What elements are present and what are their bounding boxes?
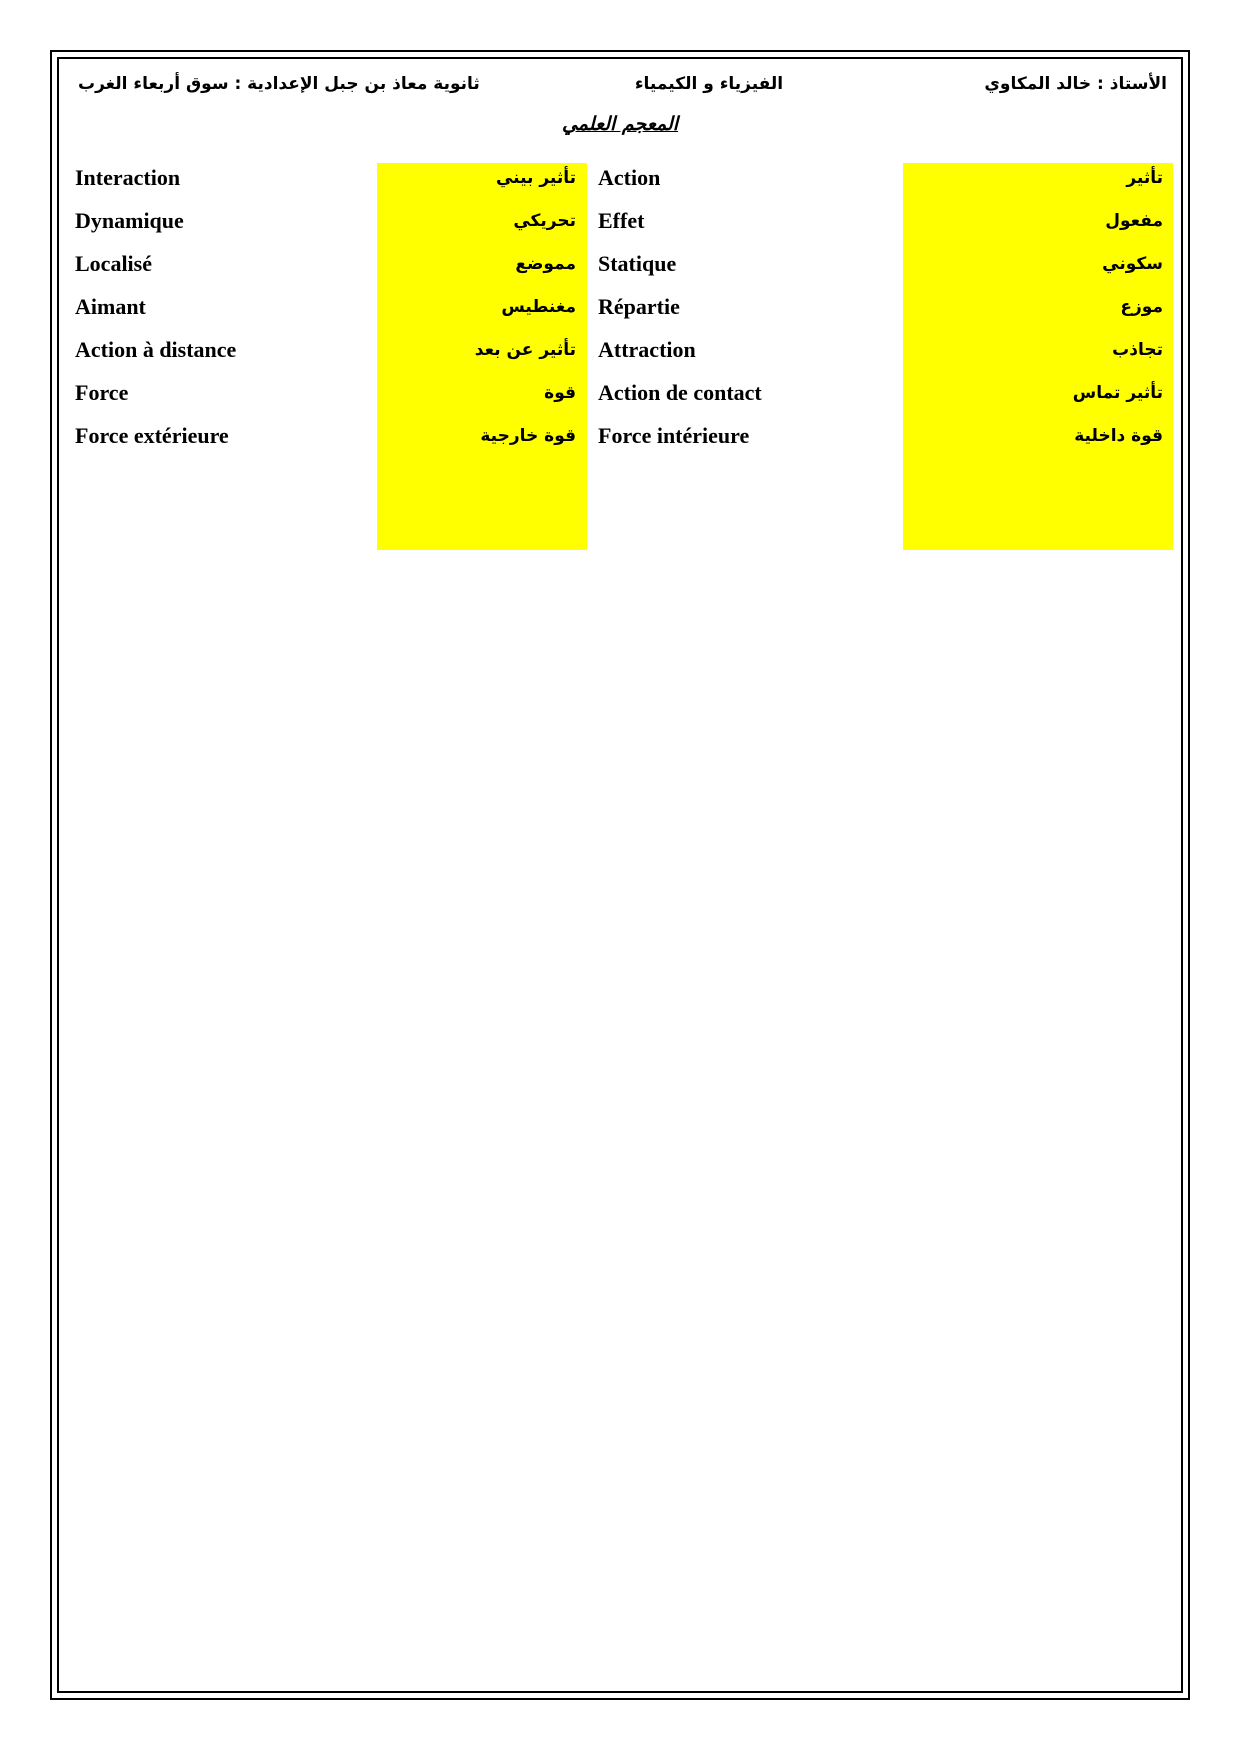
term-arabic: مموضع: [515, 254, 576, 274]
term-arabic: تأثير: [1126, 168, 1163, 188]
teacher-name: الأستاذ : خالد المكاوي: [984, 74, 1167, 94]
page-title: المعجم العلمي: [561, 113, 679, 135]
term-french: Interaction: [75, 165, 181, 190]
term-arabic: تأثير عن بعد: [474, 340, 576, 360]
term-french: Force: [75, 380, 129, 405]
term-arabic: قوة: [544, 383, 576, 403]
term-arabic: تأثير بيني: [495, 168, 576, 188]
term-arabic: تجاذب: [1112, 340, 1163, 360]
term-french: Force intérieure: [598, 423, 750, 448]
term-french: Action à distance: [75, 337, 237, 362]
term-arabic: مفعول: [1105, 211, 1163, 231]
term-arabic: تأثير تماس: [1072, 383, 1163, 403]
term-french: Action de contact: [598, 380, 762, 405]
term-arabic: تحريكي: [513, 211, 576, 231]
term-arabic: مغنطيس: [501, 297, 576, 317]
term-french: Aimant: [75, 294, 146, 319]
term-french: Attraction: [598, 337, 696, 362]
term-french: Force extérieure: [75, 423, 229, 448]
term-french: Répartie: [598, 294, 680, 319]
school-name: ثانوية معاذ بن جبل الإعدادية : سوق أربعاء الغرب: [78, 74, 480, 94]
term-french: Dynamique: [75, 208, 184, 233]
term-french: Action: [598, 165, 661, 190]
term-arabic: سكوني: [1102, 254, 1163, 274]
term-french: Statique: [598, 251, 677, 276]
term-arabic: قوة داخلية: [1074, 426, 1163, 446]
term-arabic: قوة خارجية: [480, 426, 576, 446]
term-french: Effet: [598, 208, 645, 233]
term-french: Localisé: [75, 251, 152, 276]
subject-name: الفيزياء و الكيمياء: [634, 74, 784, 94]
term-arabic: موزع: [1120, 297, 1163, 317]
